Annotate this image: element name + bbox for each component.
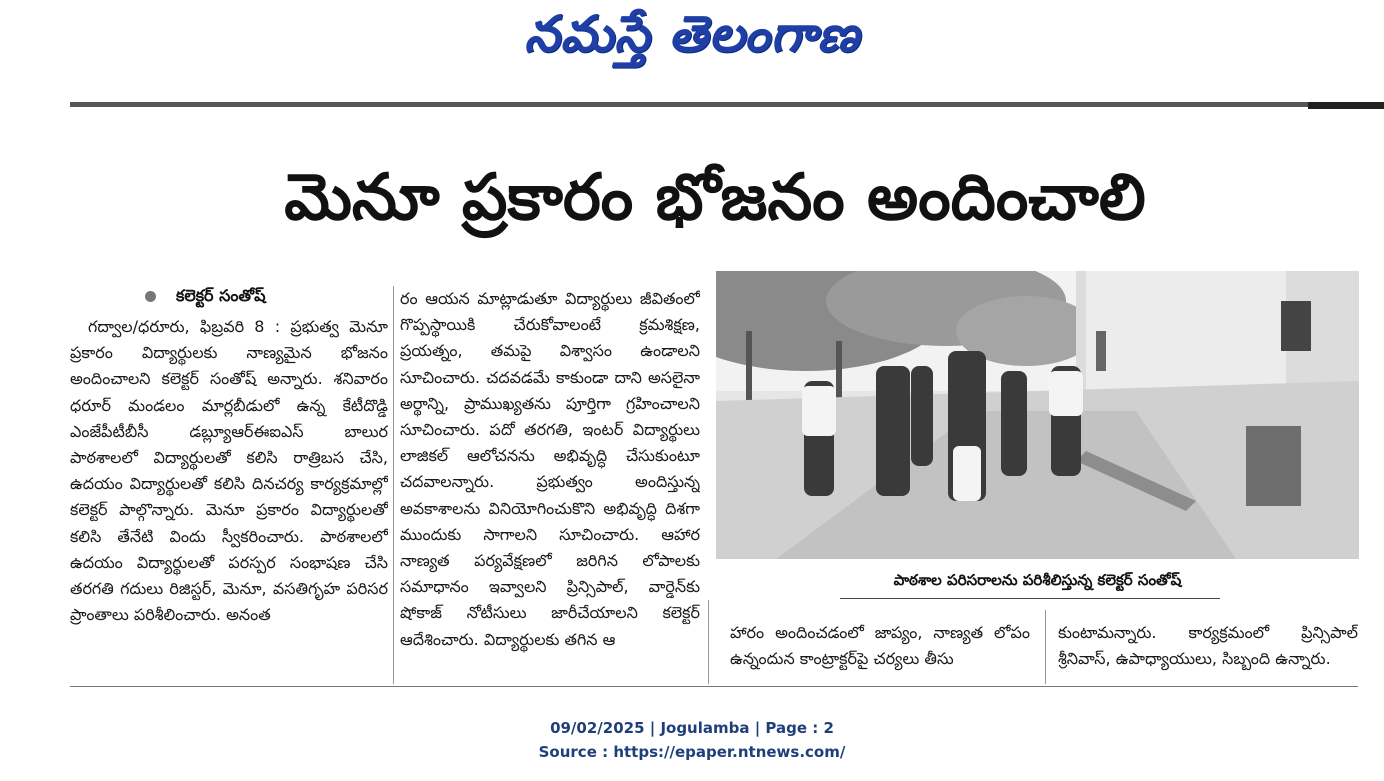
- article-column-3: [730, 620, 1030, 684]
- column-divider: [1045, 610, 1046, 684]
- bullet-icon: [145, 291, 156, 302]
- article-headline: మెనూ ప్రకారం భోజనం అందించాలి: [284, 161, 1146, 235]
- article-paragraph-2: రం ఆయన మాట్లాడుతూ విద్యార్థులు జీవితంలో గొప్పస్థాయికి చేరుకోవాలంటే క్రమశిక్షణ, ప్రయత్నం, తమపై విశ్వాసం ఉండాలని సూచించారు. చదవడమే కాకుండా దాని అసలైనా అర్థాన్ని, ప్రాముఖ్యతను పూర్తిగా గ్రహించాలని సూచించారు. పదో తరగతి, ఇంటర్ విద్యార్థులు లాజికల్ ఆలోచనను అభివృద్ధి చేసుకుంటూ చదవాలన్నారు. ప్రభుత్వం అందిస్తున్న అవకాశాలను వినియోగించుకొని అభివృద్ధి దిశగా ముందుకు సాగాలని సూచించారు. ఆహార నాణ్యత పర్యవేక్షణలో జరిగిన లోపాలకు సమాధానం ఇవ్వాలని ప్రిన్సిపాల్, వార్డెన్‌కు షోకాజ్ నోటీసులు జారీచేయాలని కలెక్టర్ ఆదేశించారు. విద్యార్థులకు తగిన ఆ: [400, 289, 700, 649]
- masthead-title: నమస్తే తెలంగాణ: [524, 4, 860, 63]
- top-divider: [70, 102, 1384, 107]
- footer-date-edition: 09/02/2025 | Jogulamba | Page : 2: [550, 719, 834, 737]
- article-photo: [716, 271, 1359, 559]
- column-divider: [708, 600, 709, 684]
- column-divider: [393, 286, 394, 684]
- article-column-1: [70, 314, 388, 684]
- caption-underline: [840, 598, 1220, 599]
- article-paragraph-4: కుంటామన్నారు. కార్యక్రమంలో ప్రిన్సిపాల్ శ్రీనివాస్, ఉపాధ్యాయులు, సిబ్బంది ఉన్నారు.: [1058, 623, 1358, 669]
- article-byline: [145, 283, 405, 309]
- photo-caption: పాఠశాల పరిసరాలను పరిశీలిస్తున్న కలెక్టర్ సంతోష్: [893, 571, 1182, 589]
- top-divider-end: [1308, 102, 1384, 109]
- bottom-divider: [70, 686, 1358, 687]
- footer-source[interactable]: Source : https://epaper.ntnews.com/: [538, 743, 846, 761]
- byline-text: కలెక్టర్ సంతోష్: [176, 286, 266, 305]
- article-paragraph-1: గద్వాల/ధరూరు, ఫిబ్రవరి 8 : ప్రభుత్వ మెనూ ప్రకారం విద్యార్థులకు నాణ్యమైన భోజనం అందించాలని కలెక్టర్ సంతోష్ అన్నారు. శనివారం ధరూర్ మండలం మార్లబీడులో ఉన్న కేటీదొడ్డి ఎంజేపీటీబీసీ డబ్ల్యూఆర్ఈఐఎస్ బాలుర పాఠశాలలో విద్యార్థులతో కలిసి రాత్రిబస చేసి, ఉదయం విద్యార్థులతో కలిసి దినచర్య కార్యక్రమాల్లో కలెక్టర్ పాల్గొన్నారు. మెనూ ప్రకారం విద్యార్థులతో కలిసి తేనేటి విందు స్వీకరించారు. పాఠశాలలో ఉదయం విద్యార్థులతో పరస్పర సంభాషణ చేసి తరగతి గదులు రిజిస్టర్, మెనూ, వసతిగృహ పరిసర ప్రాంతాలు పరిశీలించారు. అనంత: [70, 317, 388, 625]
- footer: [0, 716, 1384, 764]
- article-column-2: [400, 286, 700, 684]
- article-column-4: [1058, 620, 1358, 684]
- masthead-logo: [0, 0, 1384, 80]
- article-paragraph-3: హారం అందించడంలో జాప్యం, నాణ్యత లోపం ఉన్నందున కాంట్రాక్టర్‌పై చర్యలు తీసు: [730, 623, 1030, 669]
